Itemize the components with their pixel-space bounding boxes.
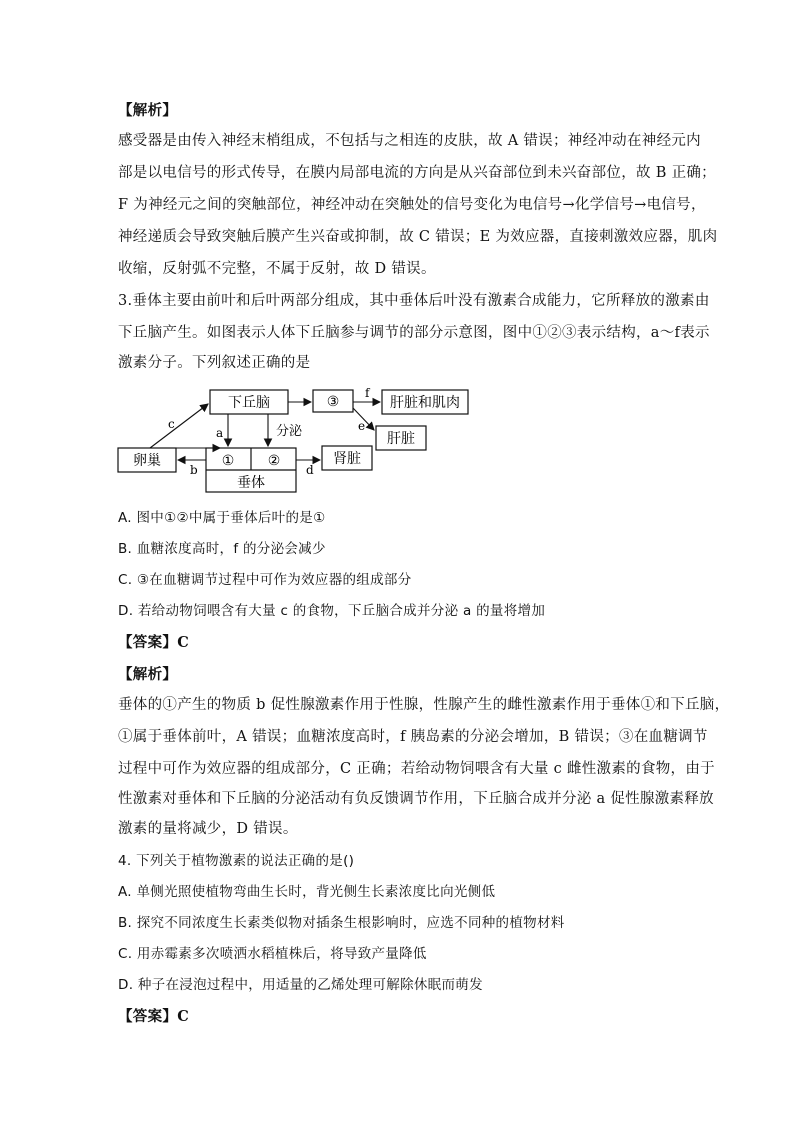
hypothalamus-label: 下丘脑 — [228, 395, 270, 411]
liver-label: 肝脏 — [387, 431, 415, 447]
option-b: B. 血糖浓度高时，f 的分泌会减少 — [118, 541, 326, 557]
node1-label: ① — [221, 453, 235, 469]
question-stem: 4. 下列关于植物激素的说法正确的是() — [118, 853, 355, 869]
option-a: A. 单侧光照使植物弯曲生长时，背光侧生长素浓度比向光侧低 — [118, 884, 496, 900]
analysis-line: 部是以电信号的形式传导，在膜内局部电流的方向是从兴奋部位到未兴奋部位，故 B 正确； — [118, 165, 716, 181]
analysis-line: 感受器是由传入神经末梢组成，不包括与之相连的皮肤，故 A 错误；神经冲动在神经元内 — [118, 133, 701, 149]
node2-label: ② — [267, 453, 281, 469]
analysis-line: 神经递质会导致突触后膜产生兴奋或抑制，故 C 错误；E 为效应器，直接刺激效应器，肌肉 — [118, 229, 718, 245]
option-d: D. 种子在浸泡过程中，用适量的乙烯处理可解除休眠而萌发 — [118, 977, 483, 993]
analysis-heading: 【解析】 — [118, 666, 178, 683]
option-d: D. 若给动物饲喂含有大量 c 的食物，下丘脑合成并分泌 a 的量将增加 — [118, 603, 546, 619]
secrete-label: 分泌 — [276, 424, 303, 439]
node3-label: ③ — [326, 394, 340, 410]
analysis-line: 性激素对垂体和下丘脑的分泌活动有负反馈调节作用，下丘脑合成并分泌 a 促性腺激素释放 — [118, 791, 714, 807]
ovary-label: 卵巢 — [133, 453, 161, 469]
analysis-heading: 【解析】 — [118, 102, 178, 119]
answer-label: 【答案】C — [118, 634, 190, 651]
label-a: a — [216, 426, 224, 440]
label-c: c — [168, 417, 175, 431]
analysis-line: ①属于垂体前叶，A 错误；血糖浓度高时，f 胰岛素的分泌会增加，B 错误；③在血糖调节 — [118, 729, 708, 745]
pituitary-label: 垂体 — [237, 475, 265, 491]
analysis-line: 激素的量将减少，D 错误。 — [118, 821, 298, 837]
label-b: b — [190, 463, 198, 477]
option-a: A. 图中①②中属于垂体后叶的是① — [118, 510, 326, 526]
analysis-line: 垂体的①产生的物质 b 促性腺激素作用于性腺，性腺产生的雌性激素作用于垂体①和下丘脑， — [118, 697, 730, 713]
option-b: B. 探究不同浓度生长素类似物对插条生根影响时，应选不同种的植物材料 — [118, 915, 565, 931]
kidney-label: 肾脏 — [333, 451, 361, 467]
option-c: C. ③在血糖调节过程中可作为效应器的组成部分 — [118, 572, 412, 588]
analysis-line: 收缩，反射弧不完整，不属于反射，故 D 错误。 — [118, 261, 436, 277]
label-e: e — [358, 419, 366, 433]
question-stem-line: 下丘脑产生。如图表示人体下丘脑参与调节的部分示意图，图中①②③表示结构，a～f表示 — [118, 325, 710, 341]
analysis-line: 过程中可作为效应器的组成部分，C 正确；若给动物饲喂含有大量 c 雌性激素的食物，由于 — [118, 761, 715, 777]
label-d: d — [306, 463, 314, 477]
liver-muscle-label: 肝脏和肌肉 — [390, 395, 460, 411]
analysis-line: F 为神经元之间的突触部位，神经冲动在突触处的信号变化为电信号→化学信号→电信号， — [118, 197, 706, 213]
question-stem-line: 激素分子。下列叙述正确的是 — [118, 355, 311, 371]
answer-label: 【答案】C — [118, 1008, 190, 1025]
hormone-regulation-diagram — [110, 382, 470, 498]
label-f: f — [365, 386, 370, 400]
option-c: C. 用赤霉素多次喷洒水稻植株后，将导致产量降低 — [118, 946, 427, 962]
question-stem-line: 3.垂体主要由前叶和后叶两部分组成，其中垂体后叶没有激素合成能力，它所释放的激素由 — [118, 293, 710, 309]
